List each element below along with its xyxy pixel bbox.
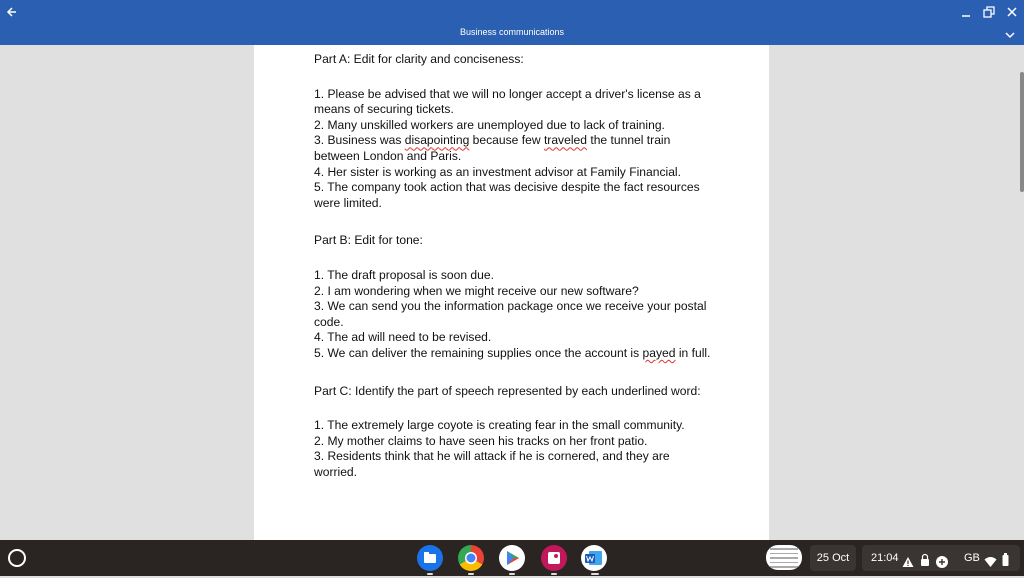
word-icon[interactable] — [581, 545, 607, 571]
running-indicator — [427, 573, 433, 575]
restore-icon[interactable] — [981, 4, 997, 20]
play-store-icon[interactable] — [499, 545, 525, 571]
text-fragment: because few — [469, 133, 544, 148]
running-indicator — [551, 573, 557, 575]
back-arrow-icon[interactable] — [6, 2, 20, 22]
warning-icon — [902, 552, 914, 564]
list-item: 3. We can send you the information package once we receive your postal code. — [314, 299, 707, 329]
misspelled-word[interactable]: payed — [642, 345, 676, 360]
status-tray[interactable] — [862, 545, 1020, 571]
text-fragment: the tunnel train between London and Paris. — [314, 133, 671, 163]
running-indicator — [468, 573, 474, 575]
list-item: 2. Many unskilled workers are unemployed due to lack of training. — [314, 117, 665, 132]
window-title: Business communications — [459, 27, 565, 37]
minimize-icon[interactable] — [958, 4, 974, 20]
chrome-icon[interactable] — [458, 545, 484, 571]
active-indicator — [591, 573, 599, 575]
text-fragment: 3. Business was — [314, 133, 405, 148]
list-item — [314, 133, 714, 164]
holding-space-thumbnail[interactable] — [766, 545, 802, 570]
files-icon[interactable] — [417, 545, 443, 571]
clock: 21:04 — [871, 552, 899, 564]
misspelled-word[interactable]: disapointing — [404, 133, 470, 148]
text-fragment: 5. We can deliver the remaining supplies once the account is — [314, 345, 643, 360]
lock-icon — [920, 551, 930, 565]
list-item: 4. Her sister is working as an investment advisor at Family Financial. — [314, 164, 681, 179]
running-indicator — [509, 573, 515, 575]
list-item: 3. Residents think that he will attack if he is cornered, and they are worried. — [314, 449, 670, 479]
list-item: 5. The company took action that was decisive despite the fact resources were limited. — [314, 180, 700, 210]
close-icon[interactable] — [1004, 4, 1020, 20]
title-bar — [0, 0, 1024, 45]
list-item — [314, 346, 714, 362]
add-circle-icon — [936, 552, 948, 564]
list-item: 1. Please be advised that we will no longer accept a driver's license as a means of securing tickets. — [314, 86, 701, 117]
list-item: 2. I am wondering when we might receive our new software? — [314, 283, 639, 298]
list-item: 1. The draft proposal is soon due. — [314, 267, 494, 282]
vertical-scrollbar[interactable] — [1020, 72, 1024, 192]
text-fragment: in full. — [675, 345, 711, 360]
keyboard-layout: GB — [964, 552, 980, 564]
part-b-heading: Part B: Edit for tone: — [314, 233, 423, 248]
gallery-icon[interactable] — [541, 545, 567, 571]
misspelled-word[interactable]: traveled — [543, 133, 587, 148]
list-item: 2. My mother claims to have seen his tracks on her front patio. — [314, 433, 648, 448]
battery-icon — [1002, 551, 1009, 565]
date-tray[interactable]: 25 Oct — [810, 545, 856, 571]
wifi-icon — [984, 552, 997, 564]
part-a-heading: Part A: Edit for clarity and conciseness: — [314, 52, 524, 66]
chevron-down-icon[interactable] — [1004, 28, 1016, 40]
document-page — [254, 45, 769, 540]
document-body — [314, 52, 714, 480]
launcher-icon[interactable] — [8, 549, 26, 567]
part-c-heading: Part C: Identify the part of speech represented by each underlined word: — [314, 383, 701, 398]
list-item: 4. The ad will need to be revised. — [314, 330, 492, 345]
list-item: 1. The extremely large coyote is creating fear in the small community. — [314, 418, 685, 433]
